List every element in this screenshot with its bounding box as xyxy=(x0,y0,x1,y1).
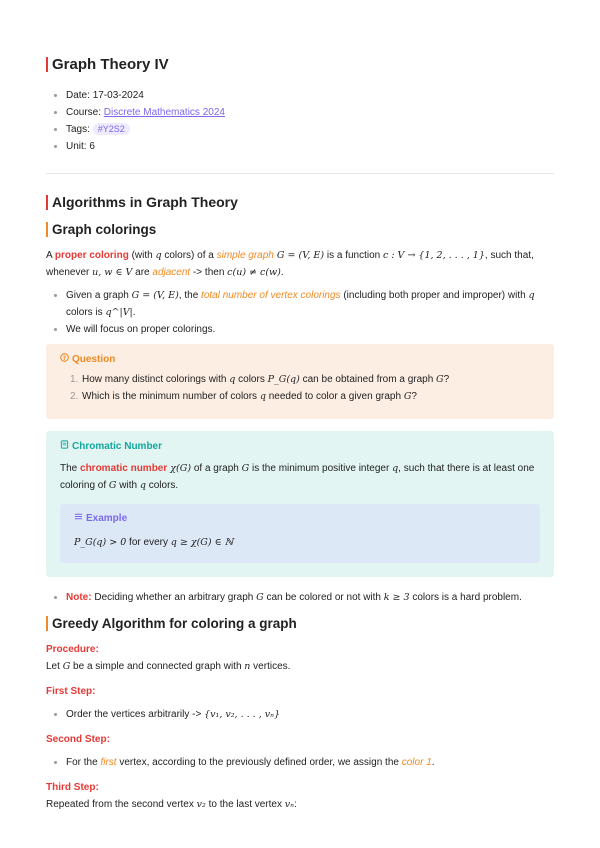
note-item: Note: Deciding whether an arbitrary graph G can be colored or not with k ≥ 3 colors is a hard problem. xyxy=(54,589,554,606)
second-step-list xyxy=(46,754,554,771)
metadata-list xyxy=(46,87,554,155)
question-callout xyxy=(46,344,554,419)
chromatic-number-callout xyxy=(46,431,554,577)
list-item: 2. Which is the minimum number of colors q needed to color a given graph G? xyxy=(70,391,417,402)
list-item: For the first vertex, according to the previously defined order, we assign the color 1. xyxy=(54,754,554,771)
list-item: Given a graph G = (V, E), the total number of vertex colorings (including both proper and improper) with q colors is q^|V|. xyxy=(54,287,554,321)
question-title: ? Question xyxy=(60,353,540,365)
divider xyxy=(46,173,554,174)
list-item: 1. How many distinct colorings with q colors P_G(q) can be obtained from a graph G? xyxy=(70,374,450,385)
heading-accent-bar xyxy=(46,195,48,210)
meta-unit: Unit: 6 xyxy=(54,138,554,155)
subsection-heading-greedy: Greedy Algorithm for coloring a graph xyxy=(46,616,554,631)
chromatic-definition: The chromatic number χ(G) of a graph G is the minimum positive integer q, such that there is at least one coloring of G with q colors. xyxy=(60,463,535,491)
third-step-text: Repeated from the second vertex v₂ to the last vertex vₙ: xyxy=(46,799,297,810)
list-item: We will focus on proper colorings. xyxy=(54,321,554,338)
first-step-label: First Step: xyxy=(46,686,96,697)
example-content: P_G(q) > 0 for every q ≥ χ(G) ∈ ℕ xyxy=(74,537,234,548)
subheading-accent-bar xyxy=(46,616,48,631)
list-item: Order the vertices arbitrarily -> {v₁, v₂, . . . , vₙ} xyxy=(54,706,554,723)
meta-course: Course: Discrete Mathematics 2024 xyxy=(54,104,554,121)
example-title: Example xyxy=(74,512,526,524)
book-icon xyxy=(60,440,69,452)
colorings-bullets xyxy=(46,287,554,338)
title-accent-bar xyxy=(46,57,48,72)
tag-badge[interactable]: #Y2S2 xyxy=(93,123,130,135)
coloring-definition: A proper coloring (with q colors) of a simple graph G = (V, E) is a function c : V → {1, 2, . . . , 1}, such that, whenever u, w ∈ V are adjacent -> then c(u) ≠ c(w). xyxy=(46,250,534,278)
meta-tags: Tags: #Y2S2 xyxy=(54,121,554,138)
section-heading: Algorithms in Graph Theory xyxy=(46,194,554,210)
course-link[interactable]: Discrete Mathematics 2024 xyxy=(103,107,225,118)
meta-date: Date: 17-03-2024 xyxy=(54,87,554,104)
procedure-label: Procedure: xyxy=(46,644,99,655)
question-list xyxy=(60,371,540,405)
second-step-label: Second Step: xyxy=(46,734,110,745)
first-step-list xyxy=(46,706,554,723)
chromatic-title: Chromatic Number xyxy=(60,440,540,452)
note-list xyxy=(46,589,554,606)
question-circle-icon xyxy=(60,353,69,365)
page-title xyxy=(46,56,554,73)
example-callout xyxy=(60,504,540,563)
procedure-text: Let G be a simple and connected graph with n vertices. xyxy=(46,661,291,672)
subsection-heading-colorings: Graph colorings xyxy=(46,222,554,237)
svg-text:?: ? xyxy=(62,355,67,362)
subheading-accent-bar xyxy=(46,222,48,237)
page-title-text: Graph Theory IV xyxy=(52,56,169,73)
third-step-label: Third Step: xyxy=(46,782,99,793)
list-icon xyxy=(74,512,83,524)
